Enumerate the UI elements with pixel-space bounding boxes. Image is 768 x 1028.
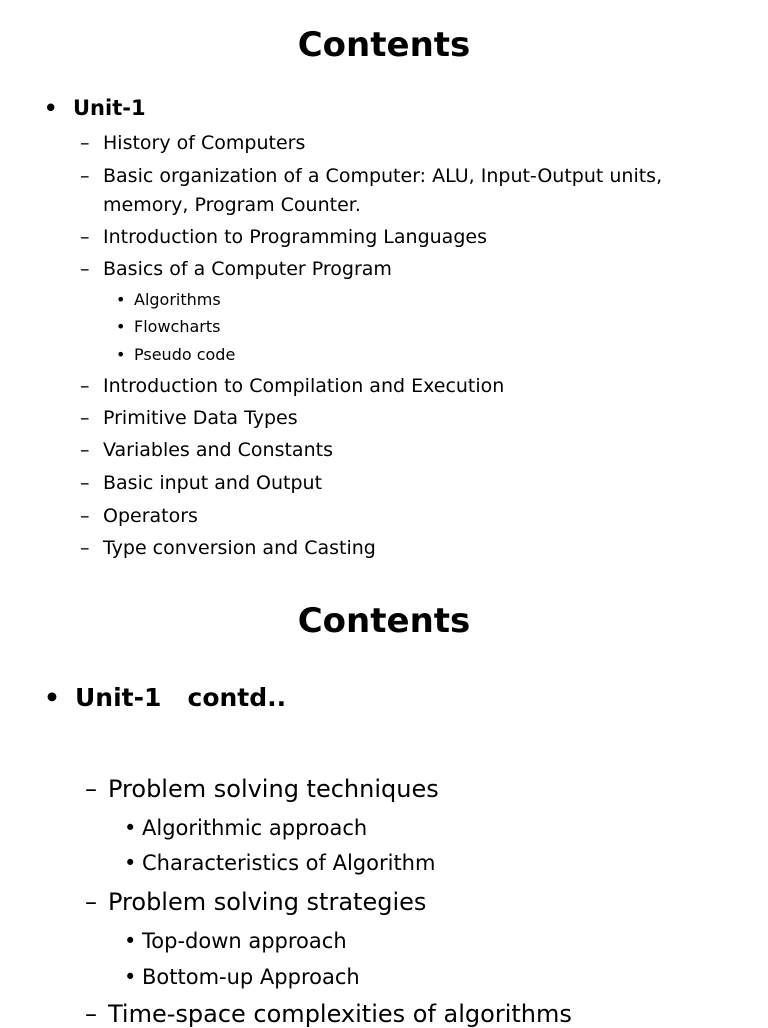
list-item: History of Computers bbox=[103, 132, 306, 154]
list-item: Basic organization of a Computer: ALU, Input-Output units, bbox=[103, 165, 663, 187]
slide-1-title: Contents bbox=[297, 25, 471, 65]
bullet-marker: • bbox=[116, 290, 126, 309]
bullet-marker: • bbox=[124, 851, 137, 875]
list-item-continuation: memory, Program Counter. bbox=[103, 194, 361, 216]
bullet-marker: • bbox=[44, 683, 60, 712]
dash-marker: – bbox=[85, 775, 97, 803]
dash-marker: – bbox=[80, 165, 90, 187]
dash-marker: – bbox=[80, 537, 90, 559]
slide-2 bbox=[0, 576, 768, 1028]
bullet-marker: • bbox=[124, 929, 137, 953]
bullet-marker: • bbox=[44, 96, 58, 120]
dash-marker: – bbox=[80, 226, 90, 248]
list-item: Introduction to Programming Languages bbox=[103, 226, 487, 248]
sub-topic-item: Algorithmic approach bbox=[142, 816, 368, 840]
topic-item: Time-space complexities of algorithms bbox=[108, 1000, 572, 1028]
list-item: Operators bbox=[103, 505, 198, 527]
sub-list-item: Flowcharts bbox=[134, 317, 221, 336]
list-item: Type conversion and Casting bbox=[103, 537, 376, 559]
sub-list-item: Pseudo code bbox=[134, 345, 236, 364]
list-item: Introduction to Compilation and Execution bbox=[103, 375, 505, 397]
dash-marker: – bbox=[80, 132, 90, 154]
unit-heading: Unit-1 contd.. bbox=[75, 683, 287, 712]
slide-2-title: Contents bbox=[297, 601, 471, 641]
sub-topic-item: Bottom-up Approach bbox=[142, 965, 360, 989]
dash-marker: – bbox=[80, 472, 90, 494]
list-item: Variables and Constants bbox=[103, 439, 333, 461]
dash-marker: – bbox=[80, 439, 90, 461]
sub-topic-item: Top-down approach bbox=[142, 929, 347, 953]
bullet-marker: • bbox=[124, 965, 137, 989]
bullet-marker: • bbox=[116, 317, 126, 336]
bullet-marker: • bbox=[124, 816, 137, 840]
dash-marker: – bbox=[80, 258, 90, 280]
topic-item: Problem solving techniques bbox=[108, 775, 439, 803]
dash-marker: – bbox=[85, 888, 97, 916]
unit-heading: Unit-1 bbox=[73, 96, 146, 120]
topic-item: Problem solving strategies bbox=[108, 888, 427, 916]
dash-marker: – bbox=[80, 505, 90, 527]
list-item: Basics of a Computer Program bbox=[103, 258, 392, 280]
sub-list-item: Algorithms bbox=[134, 290, 221, 309]
list-item: Primitive Data Types bbox=[103, 407, 298, 429]
list-item: Basic input and Output bbox=[103, 472, 323, 494]
dash-marker: – bbox=[80, 375, 90, 397]
bullet-marker: • bbox=[116, 345, 126, 364]
sub-topic-item: Characteristics of Algorithm bbox=[142, 851, 436, 875]
dash-marker: – bbox=[85, 1000, 97, 1028]
dash-marker: – bbox=[80, 407, 90, 429]
